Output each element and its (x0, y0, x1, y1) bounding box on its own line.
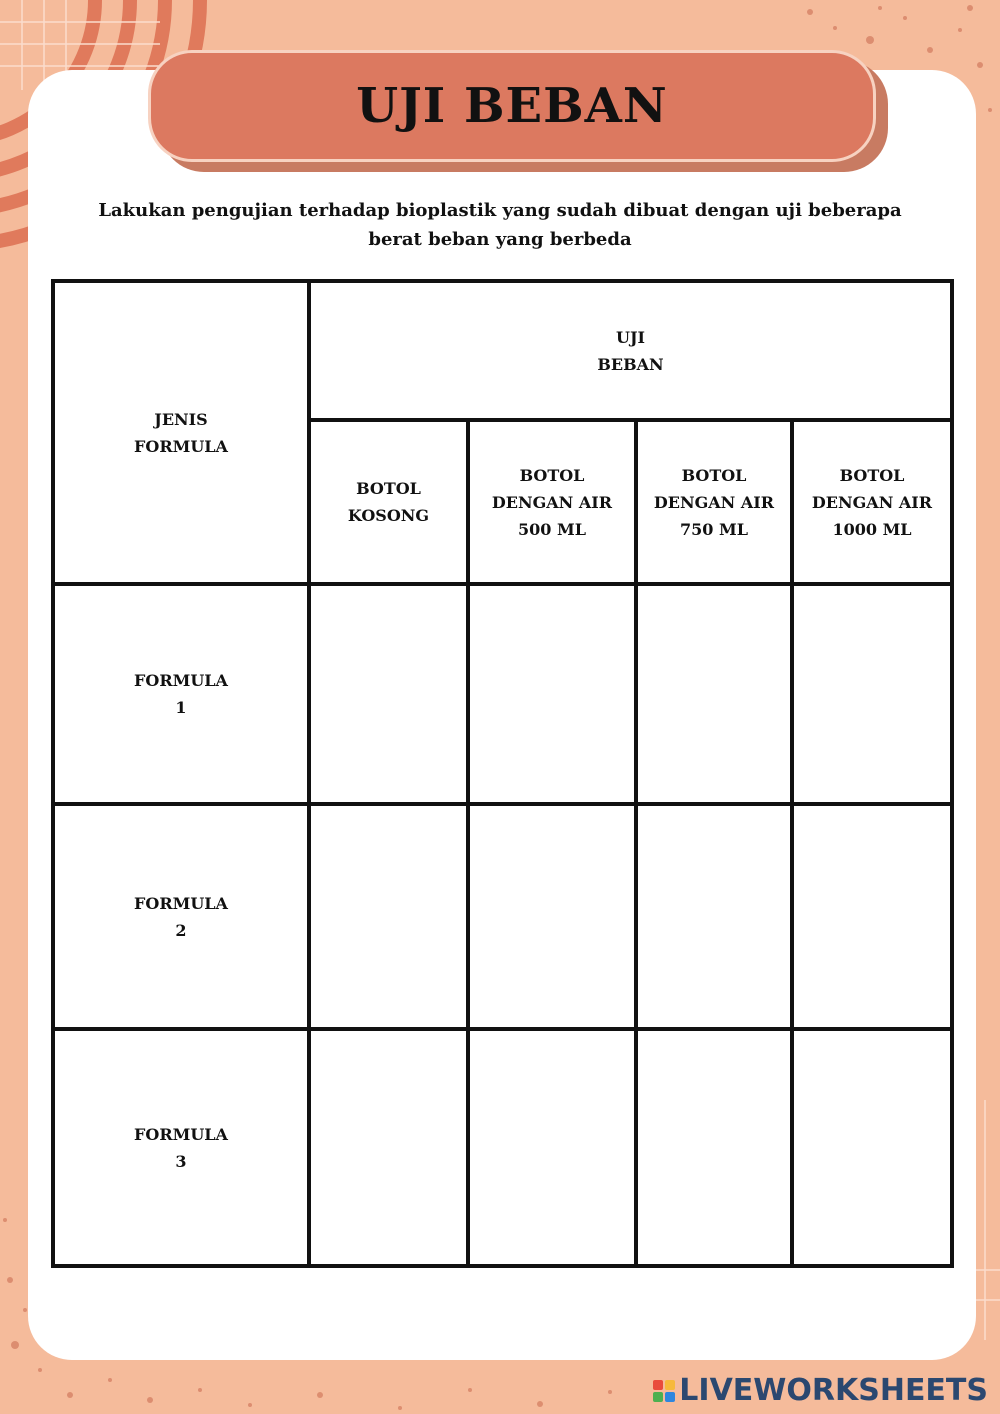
logo-text: LIVEWORKSHEETS (679, 1373, 988, 1408)
answer-cell[interactable] (468, 804, 636, 1029)
answer-cell[interactable] (636, 804, 792, 1029)
answer-cell[interactable] (636, 1029, 792, 1266)
table-row (53, 584, 952, 804)
answer-cell[interactable] (636, 584, 792, 804)
formula-label: FORMULA 2 (53, 804, 309, 1029)
answer-cell[interactable] (309, 584, 468, 804)
answer-cell[interactable] (792, 804, 952, 1029)
row-header-cell: JENIS FORMULA (53, 281, 309, 584)
load-test-table (51, 279, 954, 1268)
column-header-500ml: BOTOL DENGAN AIR 500 ML (468, 420, 636, 584)
group-header-cell: UJI BEBAN (309, 281, 952, 420)
page-title: UJI BEBAN (356, 78, 668, 134)
answer-cell[interactable] (468, 1029, 636, 1266)
answer-cell[interactable] (309, 804, 468, 1029)
answer-cell[interactable] (309, 1029, 468, 1266)
answer-cell[interactable] (468, 584, 636, 804)
title-banner (148, 50, 876, 162)
answer-cell[interactable] (792, 1029, 952, 1266)
answer-cell[interactable] (792, 584, 952, 804)
instruction-text: Lakukan pengujian terhadap bioplastik yang sudah dibuat dengan uji beberapa berat beban yang berbeda (98, 200, 902, 250)
liveworksheets-logo (653, 1373, 988, 1408)
column-header-750ml: BOTOL DENGAN AIR 750 ML (636, 420, 792, 584)
formula-label: FORMULA 3 (53, 1029, 309, 1266)
table-row (53, 804, 952, 1029)
column-header-1000ml: BOTOL DENGAN AIR 1000 ML (792, 420, 952, 584)
table-row (53, 1029, 952, 1266)
formula-label: FORMULA 1 (53, 584, 309, 804)
logo-squares-icon (653, 1380, 675, 1402)
column-header-empty-bottle: BOTOL KOSONG (309, 420, 468, 584)
